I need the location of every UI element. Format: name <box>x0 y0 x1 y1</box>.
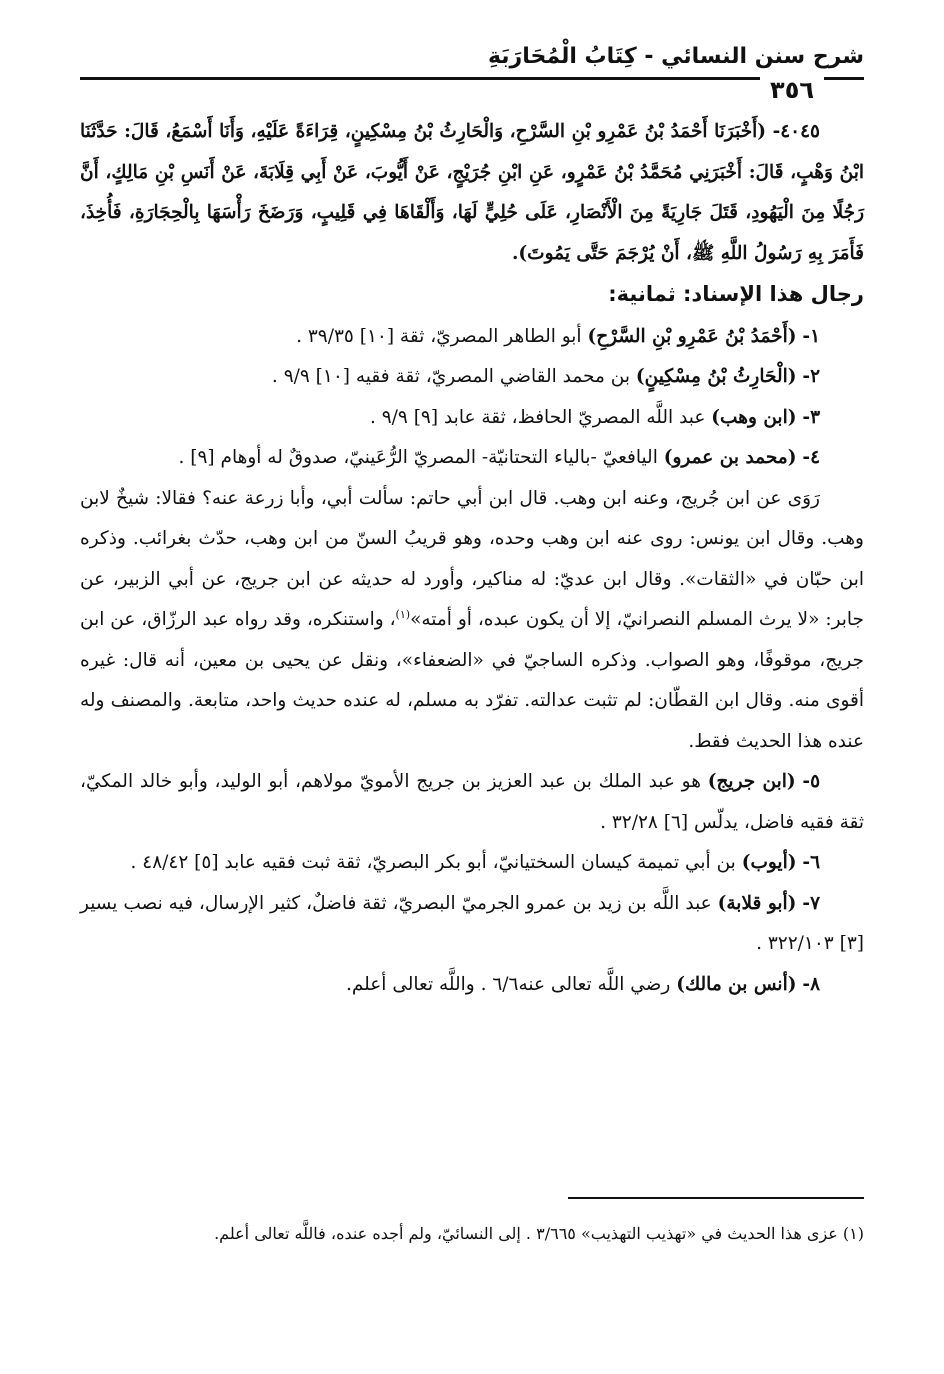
narrator-entry <box>80 398 864 439</box>
narrator-entry <box>80 762 864 843</box>
narrator-name: (أنس بن مالك) <box>676 973 797 995</box>
narrator-name: (أبو قلابة) <box>717 892 797 914</box>
narrator-name: (ابن وهب) <box>711 406 797 428</box>
section-title <box>80 274 864 317</box>
narrator-description: أبو الطاهر المصريّ، ثقة [١٠] ٣٩/٣٥ . <box>296 325 588 347</box>
narrator-name: (الْحَارِثُ بْنُ مِسْكِينٍ) <box>635 366 797 387</box>
footnote-separator <box>568 1197 864 1199</box>
narrator-number: ٥- <box>802 771 821 792</box>
hadith-text: ٤٠٤٥- (أَخْبَرَنَا أَحْمَدُ بْنُ عَمْرِو بْنِ السَّرْحِ، وَالْحَارِثُ بْنُ مِسْكِينٍ، قِرَاءَةً عَلَيْهِ، وَأَنَا أَسْمَعُ، قَالَ: حَدَّثَنَا ابْنُ وَهْبٍ، قَالَ: أَخْبَرَنِي مُحَمَّدُ بْنُ عَمْرٍو، عَنِ ابْنِ جُرَيْجٍ، عَنْ أَيُّوبَ، عَنْ أَبِي قِلَابَةَ، عَنْ أَنَسِ بْنِ مَالِكٍ، أَنَّ رَجُلًا مِنَ الْيَهُودِ، قَتَلَ جَارِيَةً مِنَ الْأَنْصَارِ، عَلَى حُلِيٍّ لَهَا، وَأَلْقَاهَا فِي قَلِيبٍ، وَرَضَخَ رَأْسَهَا بِالْحِجَارَةِ، فَأُخِذَ، فَأَمَرَ بِهِ رَسُولُ اللَّهِ ﷺ، أَنْ يُرْجَمَ حَتَّى يَمُوتَ). <box>80 121 864 264</box>
header-rule <box>80 77 864 80</box>
narrator-description: عبد اللَّه بن زيد بن عمرو الجرميّ البصريّ، ثقة فاضلٌ، كثير الإرسال، فيه نصب يسير [٣] ٣٢٢/١٠٣ . <box>80 892 864 954</box>
narrator-number: ٤- <box>802 447 820 468</box>
narrator-4-details <box>80 479 864 763</box>
narrator-description: رضي اللَّه تعالى عنه٦/٦ . واللَّه تعالى أعلم. <box>345 973 677 995</box>
narrator-description: بن أبي تميمة كيسان السختيانيّ، أبو بكر البصريّ، ثقة ثبت فقيه عابد [٥] ٤٨/٤٢ . <box>130 852 742 873</box>
narrator-entry <box>80 884 864 965</box>
main-text <box>80 112 864 1005</box>
narrator-number: ٨- <box>802 973 820 995</box>
details-text-cont: ، واستنكره، وقد رواه عبد الرزّاق، عن ابن جريج، موقوفًا، وهو الصواب. وذكره الساجيّ في «الضعفاء»، ونقل عن يحيى بن معين، أنه قال: غيره أقوى منه. وقال ابن القطّان: لم تثبت عدالته. تفرّد به مسلم، له عنده حديث واحد، متابعة. والمصنف وله عنده هذا الحديث فقط. <box>80 609 864 752</box>
narrator-name: (محمد بن عمرو) <box>663 447 797 468</box>
narrator-description: اليافعيّ -بالياء التحتانيّة- المصريّ الرُّعَينيّ، صدوقٌ له أوهام [٩] . <box>178 447 664 468</box>
narrator-number: ٢- <box>802 366 820 387</box>
details-text: رَوَى عن ابن جُريج، وعنه ابن وهب. قال ابن أبي حاتم: سألت أبي، وأبا زرعة عنه؟ فقالا: شيخٌ لابن وهب. وقال ابن يونس: روى عنه ابن وهب وحده، وهو قريبُ السنّ من ابن وهب، حدّث بغرائب. وذكره ابن حبّان في «الثقات». وقال ابن عديّ: له مناكير، وأورد له حديثه عن ابن جريج، عن أبي الزبير، عن جابر: «لا يرث المسلم النصرانيّ، إلا أن يكون عبده، أو أمته» <box>80 487 864 630</box>
narrator-description: عبد اللَّه المصريّ الحافظ، ثقة عابد [٩] ٩/٩ . <box>369 406 712 428</box>
narrator-description: بن محمد القاضي المصريّ، ثقة فقيه [١٠] ٩/٩ . <box>271 366 636 387</box>
narrator-entry <box>80 438 864 479</box>
footnote-reference[interactable]: (١) <box>395 607 411 621</box>
footnote-text: (١) عزى هذا الحديث في «تهذيب التهذيب» ٣/٦٦٥ . إلى النسائيّ، ولم أجده عنده، فاللَّه تعالى أعلم. <box>214 1224 864 1243</box>
narrator-name: (أيوب) <box>741 852 797 873</box>
narrator-number: ٦- <box>802 852 820 873</box>
narrator-number: ٣- <box>802 406 820 428</box>
running-header <box>80 40 864 74</box>
narrator-number: ٧- <box>802 892 820 914</box>
header-title: شرح سنن النسائي - كِتَابُ الْمُحَارَبَةِ <box>487 44 864 69</box>
narrator-entry <box>80 357 864 398</box>
narrator-entry <box>80 843 864 884</box>
isnad-heading: رجال هذا الإسناد: ثمانية: <box>608 282 864 306</box>
footnote <box>80 1218 864 1249</box>
narrator-entry <box>80 965 864 1006</box>
narrator-name: (أَحْمَدُ بْنُ عَمْرِو بْنِ السَّرْحِ) <box>587 325 797 347</box>
narrator-name: (ابن جريج) <box>707 771 796 792</box>
page-number: ٣٥٦ <box>760 70 824 110</box>
narrator-entry <box>80 317 864 358</box>
narrator-number: ١- <box>802 325 820 347</box>
narrator-description: هو عبد الملك بن عبد العزيز بن جريج الأمويّ مولاهم، أبو الوليد، وأبو خالد المكيّ، ثقة فقيه فاضل، يدلّس [٦] ٣٢/٢٨ . <box>80 771 864 833</box>
